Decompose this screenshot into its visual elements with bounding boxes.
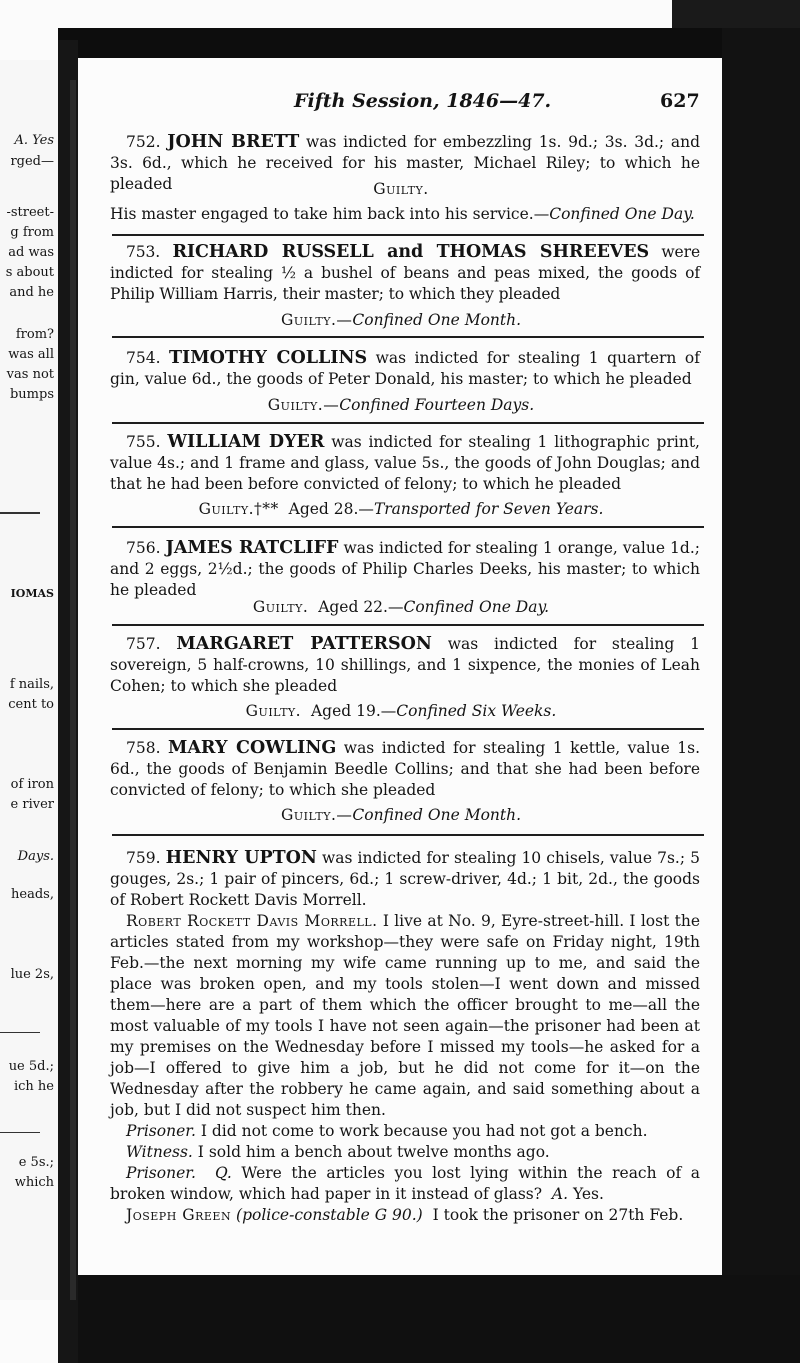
defendant-name: JOHN BRETT xyxy=(167,132,300,152)
verdict-line xyxy=(80,598,722,616)
case-entry-757 xyxy=(110,634,700,697)
age: Aged 22.— xyxy=(318,598,404,616)
fragment-line: which xyxy=(14,1175,54,1190)
speaker-role: (police-constable G 90.) xyxy=(236,1206,423,1224)
case-number: 755. xyxy=(126,433,161,451)
fragment-line: s about xyxy=(5,265,54,280)
age: Aged 28.— xyxy=(288,500,374,518)
fragment-rule xyxy=(0,512,40,514)
testimony-text: I took the prisoner on 27th Feb. xyxy=(432,1206,684,1224)
fragment-line: bumps xyxy=(9,387,54,402)
indictment-text: was indicted for stealing 1 kettle, value 1s. 6d., the goods of Benjamin Beedle Collins; and that she had been before convicted of felony; to which she pleaded xyxy=(110,739,700,799)
case-entry-754 xyxy=(110,348,700,390)
case-number: 752. xyxy=(126,133,161,151)
page-number: 627 xyxy=(660,90,700,112)
case-number: 759. xyxy=(126,849,161,867)
indictment-text: was indicted for stealing 1 orange, value 1d.; and 2 eggs, 2½d.; the goods of Philip Charles Deeks, his master; to which he pleaded xyxy=(110,539,700,599)
sentence: Confined One Day. xyxy=(549,205,695,223)
case-entry-758 xyxy=(110,738,700,801)
section-rule xyxy=(112,526,704,528)
answer-text: Yes. xyxy=(572,1185,604,1203)
fragment-line: ue 5d.; xyxy=(8,1059,54,1074)
plea: Guilty.†** xyxy=(198,500,279,518)
fragment-line: A. Yes xyxy=(14,133,54,148)
section-rule xyxy=(112,336,704,338)
fragment-line: IOMAS xyxy=(10,587,54,600)
verdict-line xyxy=(80,311,722,329)
case-note xyxy=(110,204,700,225)
fragment-line: was all xyxy=(8,347,54,362)
case-number: 758. xyxy=(126,739,161,757)
fragment-line: e 5s.; xyxy=(18,1155,54,1170)
scanner-border-top-right xyxy=(672,0,800,30)
section-rule xyxy=(112,728,704,730)
fragment-line: Days. xyxy=(17,849,54,864)
sentence: Confined Fourteen Days. xyxy=(339,396,535,414)
fragment-rule xyxy=(0,1032,40,1033)
section-rule xyxy=(112,624,704,626)
testimony-paragraph xyxy=(110,1205,700,1226)
case-entry-759 xyxy=(110,848,700,911)
age: Aged 19.— xyxy=(310,702,397,720)
sentence: Confined One Month. xyxy=(352,311,522,329)
scanner-border-right xyxy=(722,28,800,1363)
fragment-line: cent to xyxy=(8,697,54,712)
fragment-line: heads, xyxy=(11,887,54,902)
indictment-text: was indicted for stealing 1 quartern of gin, value 6d., the goods of Peter Donald, his master; to which he pleaded xyxy=(110,349,700,388)
question-mark: Q. xyxy=(214,1164,232,1182)
defendant-name: HENRY UPTON xyxy=(165,848,317,868)
section-rule xyxy=(112,422,704,424)
plea: Guilty.— xyxy=(280,806,353,824)
sentence: Confined One Day. xyxy=(403,598,550,616)
defendant-name: JAMES RATCLIFF xyxy=(165,538,339,558)
plea: Guilty.— xyxy=(280,311,353,329)
sentence: Confined One Month. xyxy=(352,806,522,824)
speaker-name: Joseph Green xyxy=(126,1206,232,1224)
defendant-name: WILLIAM DYER xyxy=(167,432,325,452)
indictment-text: was indicted for stealing 1 lithographic print, value 4s.; and 1 frame and glass, value 5s., the goods of John Douglas; and that he had been before convicted of felony; to which he pleaded xyxy=(110,433,700,493)
fragment-rule xyxy=(0,1132,40,1133)
fragment-line: vas not xyxy=(6,367,54,382)
fragment-line: f nails, xyxy=(9,677,54,692)
testimony xyxy=(110,911,700,1226)
fragment-line: g from xyxy=(10,225,54,240)
verdict-line xyxy=(80,806,722,824)
speaker-name: Prisoner. xyxy=(126,1122,196,1140)
testimony-text: Were the articles you lost lying within the reach of a broken window, which had paper in it instead of glass? xyxy=(110,1164,701,1203)
fragment-line: ad was xyxy=(8,245,54,260)
speaker-name: Robert Rockett Davis Morrell. xyxy=(126,912,378,930)
testimony-paragraph xyxy=(110,1121,700,1142)
book-spine-edge xyxy=(70,80,76,1300)
verdict-line xyxy=(80,180,722,198)
speaker-name: Witness. xyxy=(126,1143,193,1161)
facing-page-fragment xyxy=(0,60,58,1300)
plea: Guilty. xyxy=(245,702,302,720)
sentence: Transported for Seven Years. xyxy=(373,500,604,518)
plea: Guilty. xyxy=(373,180,429,198)
case-number: 757. xyxy=(126,635,161,653)
answer-mark: A. xyxy=(551,1185,569,1203)
testimony-text: I live at No. 9, Eyre-street-hill. I lost the articles stated from my workshop—they were safe on Friday night, 19th Feb.—the next morning my wife came running up to me, and said the place was broken open, and my tools stolen—I went down and missed them—here are a part of them which the officer brought to me—all the most valuable of my tools I have not seen again—the prisoner had been at my premises on the Wednesday before I missed my tools—he asked for a job—I offered to give him a job, but he did not come for it—on the Wednesday after the robbery he came again, and said something about a job, but I did not suspect him then. xyxy=(110,912,700,1119)
fragment-line: -street- xyxy=(6,205,54,220)
sentence: Confined Six Weeks. xyxy=(396,702,557,720)
indictment-text: was indicted for stealing 1 sovereign, 5 half-crowns, 10 shillings, and 1 sixpence, the monies of Leah Cohen; to which she pleaded xyxy=(110,635,700,695)
case-number: 756. xyxy=(126,539,161,557)
fragment-line: of iron xyxy=(10,777,54,792)
testimony-paragraph xyxy=(110,911,700,1121)
note-text: His master engaged to take him back into his service.— xyxy=(110,205,550,223)
indictment-text: were indicted for stealing ½ a bushel of beans and peas mixed, the goods of Philip William Harris, their master; to which they pleaded xyxy=(110,243,701,303)
fragment-line: rged— xyxy=(10,154,54,169)
section-rule xyxy=(112,234,704,236)
scanner-border-top xyxy=(58,28,800,58)
session-title: Fifth Session, 1846—47. xyxy=(294,90,552,112)
defendant-name: MARY COWLING xyxy=(167,738,337,758)
case-entry-756 xyxy=(110,538,700,601)
section-rule xyxy=(112,834,704,836)
scanner-border-bottom xyxy=(58,1275,800,1363)
fragment-line: from? xyxy=(15,327,54,342)
testimony-paragraph xyxy=(110,1163,700,1205)
testimony-paragraph xyxy=(110,1142,700,1163)
fragment-line: and he xyxy=(9,285,54,300)
testimony-text: I did not come to work because you had not got a bench. xyxy=(200,1122,648,1140)
verdict-line xyxy=(80,702,722,720)
running-header xyxy=(80,90,722,114)
defendant-name: TIMOTHY COLLINS xyxy=(169,348,368,368)
speaker-name: Prisoner. xyxy=(126,1164,196,1182)
plea: Guilty. xyxy=(252,598,309,616)
book-page xyxy=(80,58,722,1275)
testimony-text: I sold him a bench about twelve months ago. xyxy=(197,1143,550,1161)
indictment-text: was indicted for embezzling 1s. 9d.; 3s. 3d.; and 3s. 6d., which he received for his master, Michael Riley; to which he pleaded xyxy=(110,133,701,193)
indictment-text: was indicted for stealing 10 chisels, value 7s.; 5 gouges, 2s.; 1 pair of pincers, 6d.; 1 screw-driver, 4d.; 1 bit, 2d., the goods of Robert Rockett Davis Morrell. xyxy=(110,849,700,909)
case-number: 753. xyxy=(126,243,161,261)
defendant-name: MARGARET PATTERSON xyxy=(176,634,432,654)
case-entry-753 xyxy=(110,242,700,305)
fragment-line: e river xyxy=(10,797,54,812)
verdict-line xyxy=(80,396,722,414)
case-number: 754. xyxy=(126,349,161,367)
case-entry-755 xyxy=(110,432,700,495)
defendant-name: RICHARD RUSSELL and THOMAS SHREEVES xyxy=(172,242,650,262)
plea: Guilty.— xyxy=(267,396,340,414)
verdict-line xyxy=(80,500,722,518)
fragment-line: lue 2s, xyxy=(10,967,54,982)
fragment-line: ich he xyxy=(13,1079,54,1094)
